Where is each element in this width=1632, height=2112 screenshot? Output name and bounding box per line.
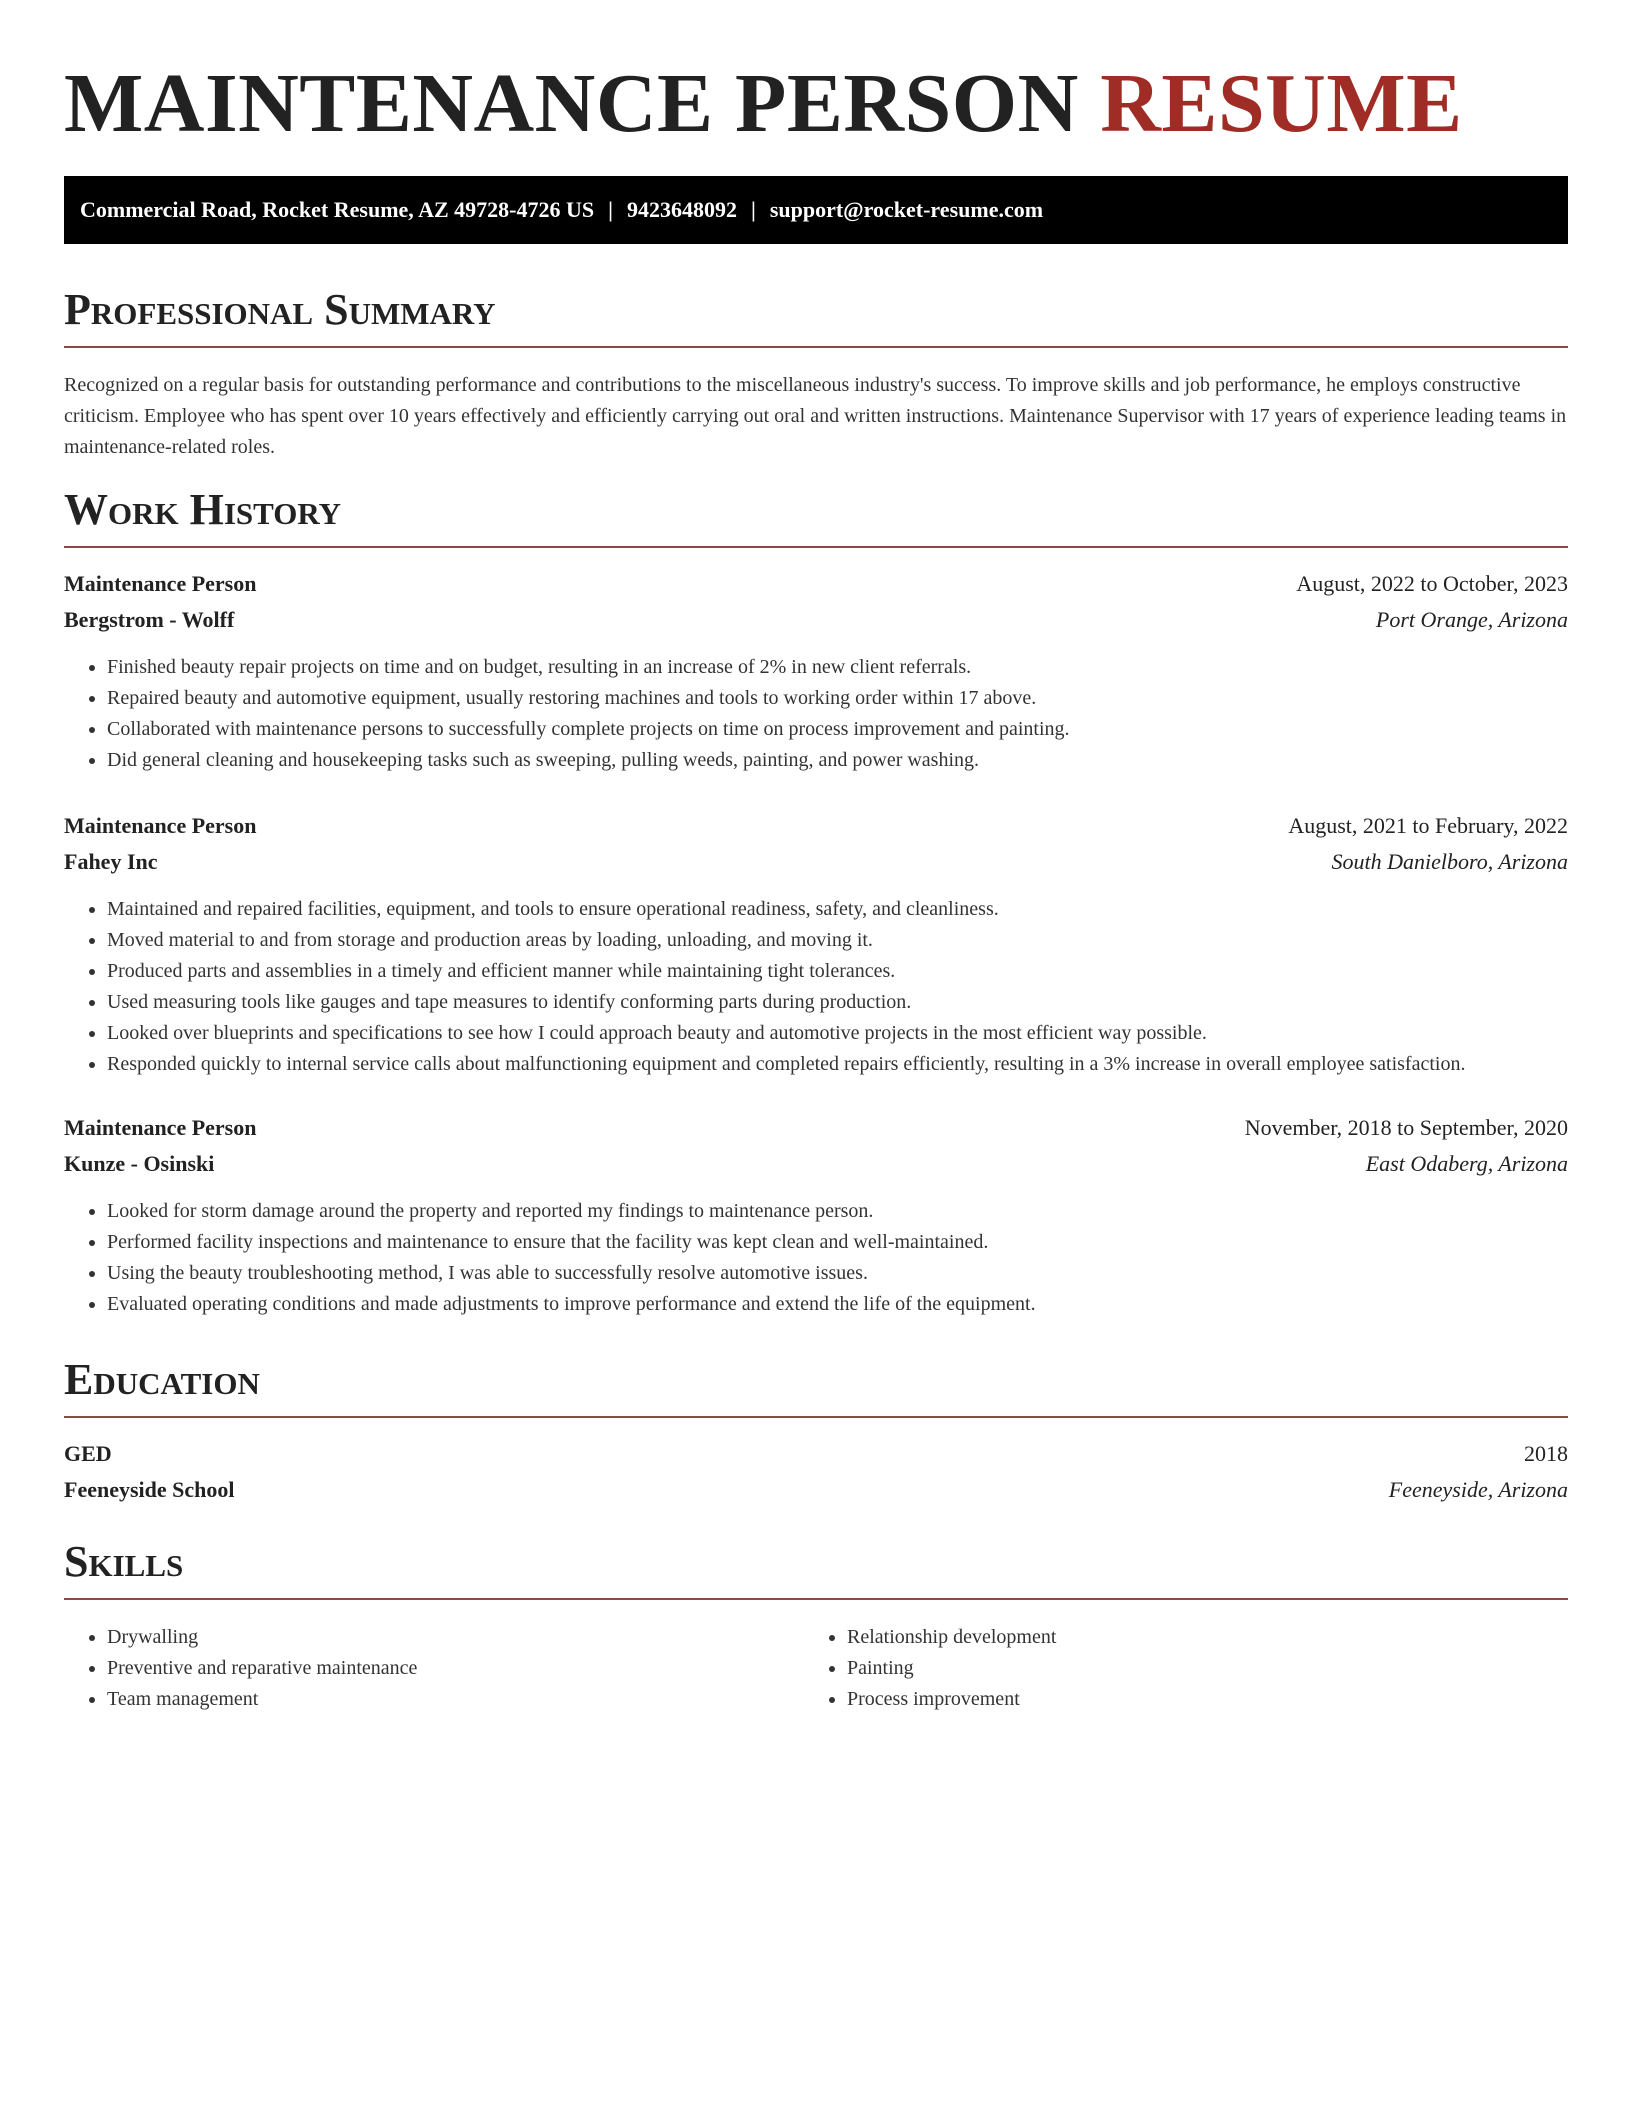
skill-item: • Relationship development: [847, 1622, 1056, 1653]
contact-bar: [64, 176, 1568, 244]
section-divider: [64, 1416, 1568, 1418]
skill-item: • Preventive and reparative maintenance: [107, 1653, 417, 1684]
job-title-row: [64, 566, 1568, 602]
skill-item: • Team management: [107, 1684, 417, 1715]
job-bullets: [64, 1196, 1036, 1320]
job-title-row: [64, 808, 1568, 844]
section-divider: [64, 546, 1568, 548]
resume-title-main: MAINTENANCE PERSON: [64, 57, 1079, 150]
list-item: • Maintained and repaired facilities, equipment, and tools to ensure operational readiness, safety, and cleanliness.: [107, 894, 1465, 925]
education-school: Feeneyside School: [64, 1477, 235, 1502]
contact-separator: |: [608, 197, 613, 222]
contact-separator: |: [750, 197, 756, 222]
job-title: Maintenance Person: [64, 1115, 257, 1140]
job-title-row: [64, 1110, 1568, 1146]
list-item: • Did general cleaning and housekeeping tasks such as sweeping, pulling weeds, painting, and power washing.: [107, 745, 1070, 776]
list-item: • Looked over blueprints and specifications to see how I could approach beauty and automotive projects in the most efficient way possible.: [107, 1018, 1465, 1049]
education-heading: Education: [64, 1355, 260, 1404]
resume-title-accent: RESUME: [1100, 57, 1463, 150]
education-degree-row: [64, 1436, 1568, 1472]
summary-text: Recognized on a regular basis for outstanding performance and contributions to the miscellaneous industry's success. To improve skills and job performance, he employs constructive criticism. Employee who has spent over 10 years effectively and efficiently carrying out oral and written instructions. Maintenance Supervisor with 17 years of experience leading teams in maintenance-related roles.: [64, 374, 1567, 458]
work-history-heading: Work History: [64, 485, 342, 534]
skill-item: • Drywalling: [107, 1622, 417, 1653]
summary-heading: Professional Summary: [64, 285, 496, 334]
list-item: • Performed facility inspections and maintenance to ensure that the facility was kept clean and well-maintained.: [107, 1227, 1036, 1258]
job-bullets: [64, 652, 1070, 776]
job-company: Kunze - Osinski: [64, 1151, 215, 1176]
list-item: • Finished beauty repair projects on time and on budget, resulting in an increase of 2% in new client referrals.: [107, 652, 1070, 683]
job-location: East Odaberg, Arizona: [1365, 1151, 1568, 1176]
contact-email: support@rocket-resume.com: [769, 197, 1044, 222]
skill-item: • Painting: [847, 1653, 1056, 1684]
list-item: • Using the beauty troubleshooting method, I was able to successfully resolve automotive issues.: [107, 1258, 1036, 1289]
section-divider: [64, 1598, 1568, 1600]
skills-list-right: [804, 1622, 1056, 1715]
list-item: • Used measuring tools like gauges and tape measures to identify conforming parts during production.: [107, 987, 1465, 1018]
skills-list-left: [64, 1622, 417, 1715]
skill-item: • Process improvement: [847, 1684, 1056, 1715]
job-dates: November, 2018 to September, 2020: [1244, 1115, 1568, 1140]
job-bullets: [64, 894, 1465, 1080]
contact-phone: 9423648092: [626, 197, 737, 222]
list-item: • Collaborated with maintenance persons to successfully complete projects on time on process improvement and painting.: [107, 714, 1070, 745]
job-location: South Danielboro, Arizona: [1331, 849, 1568, 874]
education-school-row: [64, 1472, 1568, 1508]
list-item: • Responded quickly to internal service calls about malfunctioning equipment and completed repairs efficiently, resulting in a 3% increase in overall employee satisfaction.: [107, 1049, 1465, 1080]
job-company-row: [64, 1146, 1568, 1182]
job-title: Maintenance Person: [64, 571, 257, 596]
list-item: • Looked for storm damage around the property and reported my findings to maintenance person.: [107, 1196, 1036, 1227]
resume-title: [64, 52, 1463, 156]
job-location: Port Orange, Arizona: [1375, 607, 1568, 632]
job-company: Fahey Inc: [64, 849, 158, 874]
skills-heading: Skills: [64, 1537, 184, 1586]
list-item: • Repaired beauty and automotive equipment, usually restoring machines and tools to working order within 17 above.: [107, 683, 1070, 714]
education-year: 2018: [1524, 1441, 1568, 1466]
list-item: • Moved material to and from storage and production areas by loading, unloading, and moving it.: [107, 925, 1465, 956]
section-divider: [64, 346, 1568, 348]
education-location: Feeneyside, Arizona: [1388, 1477, 1568, 1502]
job-dates: August, 2022 to October, 2023: [1296, 571, 1568, 596]
job-dates: August, 2021 to February, 2022: [1288, 813, 1568, 838]
contact-address: Commercial Road, Rocket Resume, AZ 49728-4726 US: [80, 197, 595, 222]
list-item: • Evaluated operating conditions and made adjustments to improve performance and extend the life of the equipment.: [107, 1289, 1036, 1320]
job-title: Maintenance Person: [64, 813, 257, 838]
list-item: • Produced parts and assemblies in a timely and efficient manner while maintaining tight tolerances.: [107, 956, 1465, 987]
job-company-row: [64, 602, 1568, 638]
education-degree: GED: [64, 1441, 112, 1466]
job-company-row: [64, 844, 1568, 880]
job-company: Bergstrom - Wolff: [64, 607, 235, 632]
